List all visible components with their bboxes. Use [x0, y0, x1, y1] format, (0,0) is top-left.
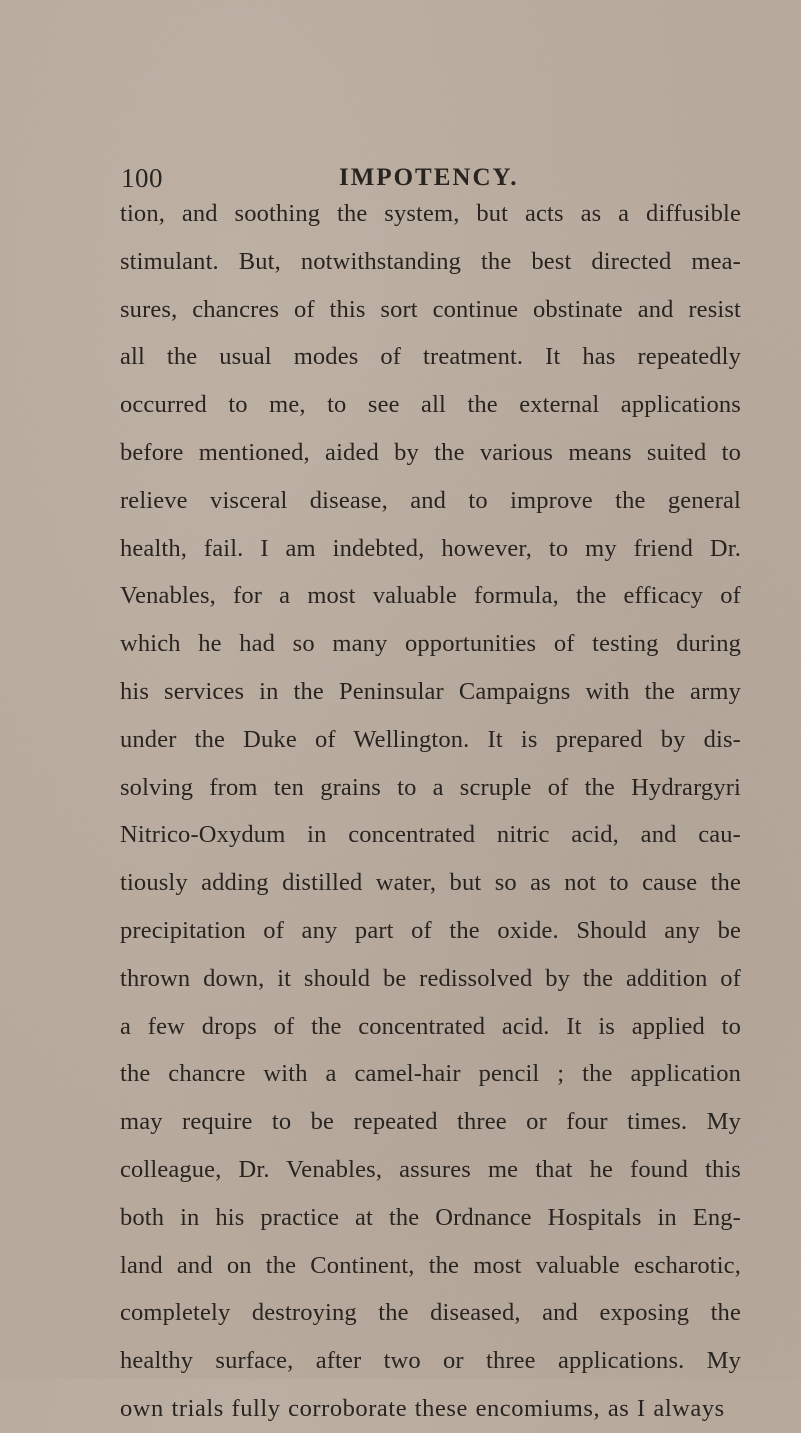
text-line: land and on the Continent, the most valuable escharotic,	[120, 1251, 741, 1279]
text-line: sures, chancres of this sort continue obstinate and resist	[120, 295, 741, 323]
text-line: own trials fully corroborate these encomiums, as I always	[120, 1394, 725, 1422]
text-line: his services in the Peninsular Campaigns with the army	[120, 677, 741, 705]
text-line: thrown down, it should be redissolved by the addition of	[120, 964, 741, 992]
text-line: all the usual modes of treatment. It has repeatedly	[120, 343, 741, 371]
text-line: solving from ten grains to a scruple of the Hydrargyri	[120, 773, 741, 801]
text-line: precipitation of any part of the oxide. Should any be	[120, 916, 741, 944]
text-line: health, fail. I am indebted, however, to my friend Dr.	[120, 534, 741, 562]
text-line: both in his practice at the Ordnance Hospitals in Eng-	[120, 1203, 741, 1231]
text-line: Venables, for a most valuable formula, the efficacy of	[120, 582, 741, 610]
text-line: completely destroying the diseased, and exposing the	[120, 1299, 741, 1327]
text-line: tion, and soothing the system, but acts as a diffusible	[120, 200, 741, 227]
text-line: healthy surface, after two or three applications. My	[120, 1347, 741, 1375]
running-title: IMPOTENCY.	[339, 164, 519, 191]
text-line: colleague, Dr. Venables, assures me that he found this	[120, 1155, 741, 1183]
text-line: stimulant. But, notwithstanding the best directed mea-	[120, 247, 741, 275]
text-line: a few drops of the concentrated acid. It is applied to	[120, 1012, 741, 1040]
text-line: the chancre with a camel-hair pencil ; the application	[120, 1060, 741, 1088]
text-line: under the Duke of Wellington. It is prepared by dis-	[120, 725, 741, 753]
text-line: Nitrico-Oxydum in concentrated nitric acid, and cau-	[120, 821, 741, 849]
text-line: tiously adding distilled water, but so as not to cause the	[120, 869, 741, 897]
body-text	[120, 190, 741, 1433]
text-line: before mentioned, aided by the various means suited to	[120, 438, 741, 466]
text-line: which he had so many opportunities of testing during	[120, 630, 741, 658]
page-number: 100	[121, 163, 163, 193]
text-line: occurred to me, to see all the external applications	[120, 391, 741, 419]
text-line: relieve visceral disease, and to improve the general	[120, 486, 741, 514]
text-line: may require to be repeated three or four times. My	[120, 1108, 741, 1136]
